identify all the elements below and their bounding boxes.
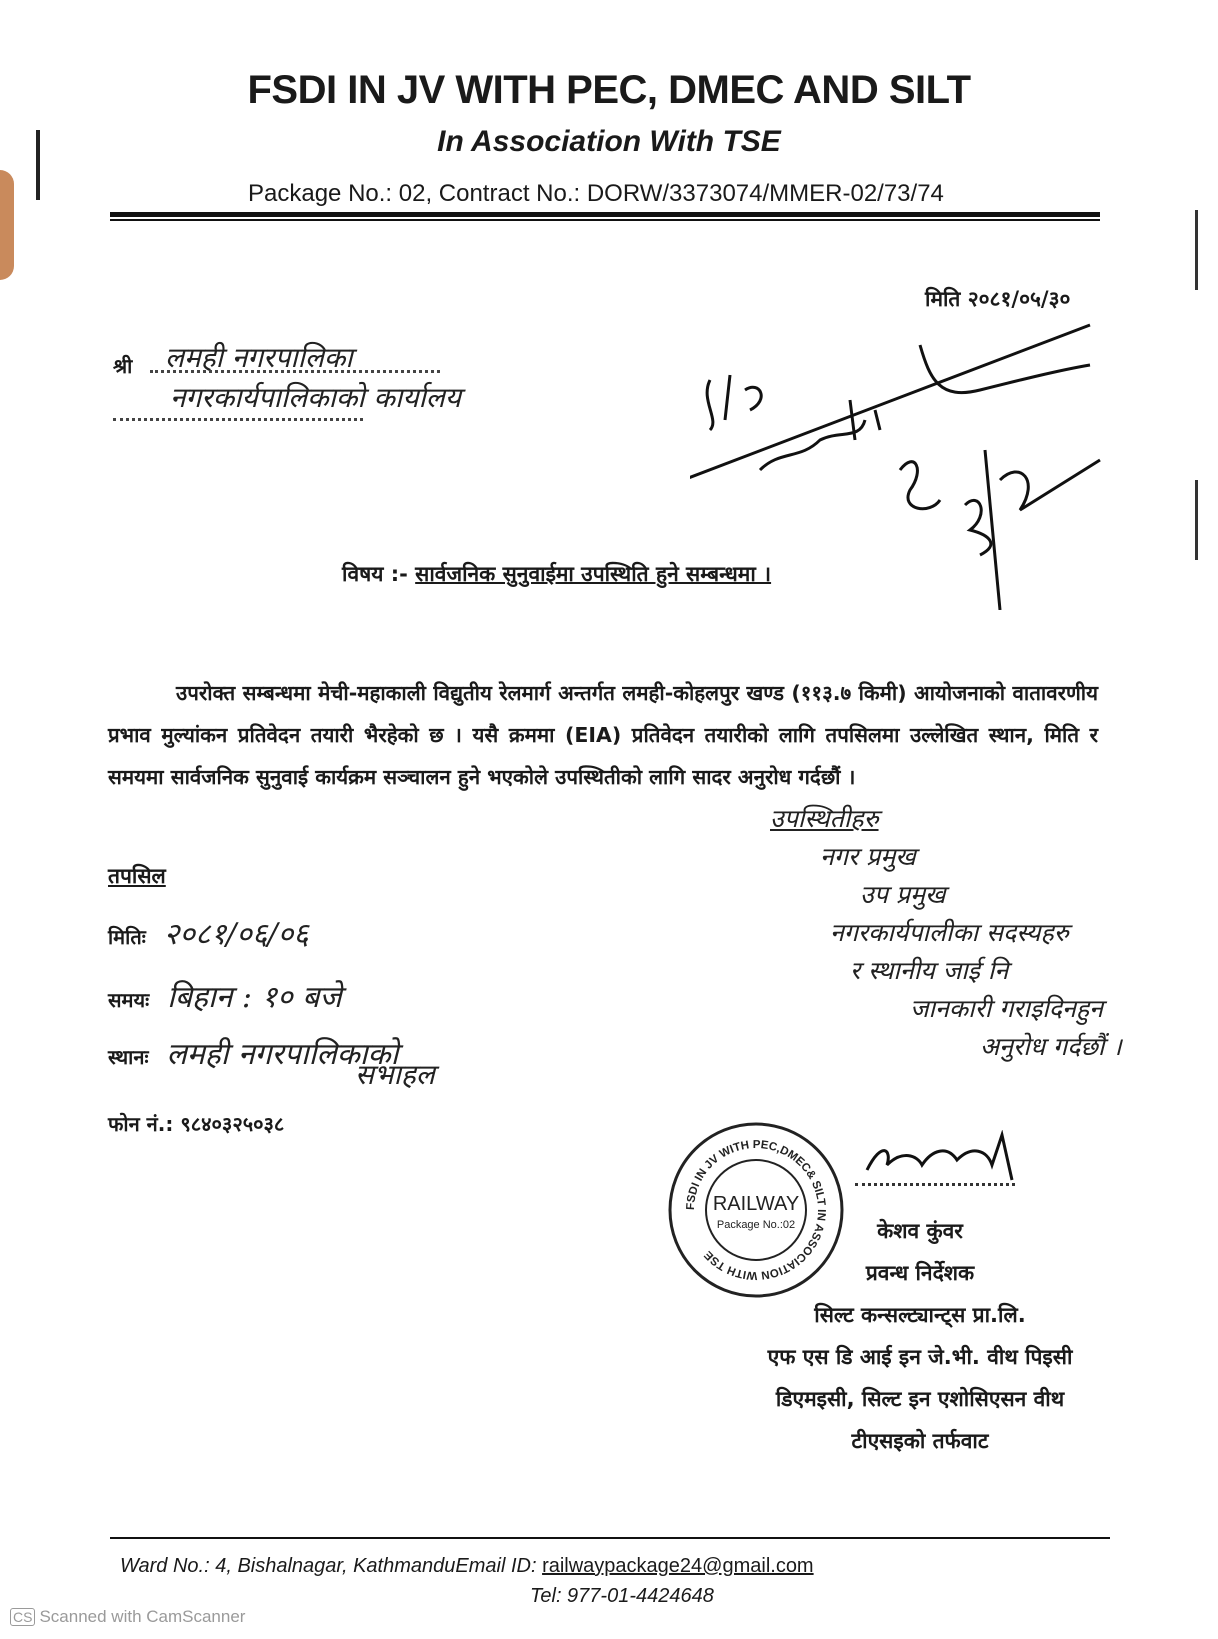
signatory-line: डिएमइसी, सिल्ट इन एशोसिएसन वीथ	[775, 1387, 1065, 1411]
detail-time-row	[108, 975, 342, 1016]
handwritten-signature	[862, 1130, 1032, 1190]
recipient-prefix: श्री	[113, 354, 133, 378]
side-note-line: अनुरोध गर्दछौं ।	[980, 1032, 1122, 1061]
page-edge-mark	[0, 170, 14, 280]
subject-label: विषय :-	[342, 562, 408, 586]
stamp-ring-text: FSDI IN JV WITH PEC,DMEC& SILT IN ASSOCIATION WITH TSE	[684, 1138, 828, 1282]
side-note-line: उपस्थितीहरु	[770, 804, 879, 833]
side-note-line: र स्थानीय जाई नि	[850, 956, 1009, 985]
footer-divider	[110, 1537, 1110, 1539]
recipient-line-2: नगरकार्यपालिकाको कार्यालय	[170, 381, 462, 414]
side-note-line: जानकारी गराइदिनहुन	[910, 994, 1104, 1023]
detail-place-label: स्थानः	[108, 1045, 149, 1069]
footer-email-link[interactable]: railwaypackage24@gmail.com	[542, 1555, 814, 1577]
phone-number: फोन नं.: ९८४०३२५०३८	[108, 1112, 285, 1136]
letterhead-title: FSDI IN JV WITH PEC, DMEC AND SILT	[247, 68, 971, 112]
detail-date-row	[108, 912, 309, 953]
signature-dotted-line	[855, 1183, 1015, 1186]
camscanner-logo-icon: CS	[10, 1608, 35, 1626]
detail-date-label: मितिः	[108, 925, 146, 949]
side-note-line: नगरकार्यपालीका सदस्यहरु	[830, 918, 1069, 947]
signatory-company: सिल्ट कन्सल्ट्यान्ट्स प्रा.लि.	[814, 1303, 1026, 1327]
signatory-line: एफ एस डि आई इन जे.भी. वीथ पिइसी	[767, 1345, 1073, 1369]
subject-line	[342, 560, 771, 588]
scanner-watermark	[10, 1607, 245, 1627]
recipient-line-1: लमही नगरपालिका	[165, 341, 353, 374]
signature-block	[700, 1210, 1140, 1462]
stamp-package-text: Package No.:02	[716, 1219, 796, 1231]
header-divider	[110, 212, 1100, 217]
details-heading: तपसिल	[108, 864, 166, 888]
signatory-title: प्रवन्ध निर्देशक	[865, 1261, 975, 1285]
dotted-line	[150, 370, 440, 373]
scanner-text: Scanned with CamScanner	[39, 1607, 246, 1626]
stamp-center-text: RAILWAY	[712, 1193, 800, 1215]
package-contract-line: Package No.: 02, Contract No.: DORW/3373074/MMER-02/73/74	[248, 180, 944, 207]
margin-mark	[1195, 210, 1198, 290]
detail-time-label: समयः	[108, 988, 150, 1012]
body-paragraph: उपरोक्त सम्बन्धमा मेची-महाकाली विद्युतीय रेलमार्ग अन्तर्गत लमही-कोहलपुर खण्ड (११३.७ किमी) आयोजनाको वातावरणीय प्रभाव मुल्यांकन प्रतिवेदन तयारी भैरहेको छ । यसै क्रममा (EIA) प्रतिवेदन तयारीको लागि तपसिलमा उल्लेखित स्थान, मिति र समयमा सार्वजनिक सुनुवाई कार्यक्रम सञ्चालन हुने भएकोले उपस्थितीको लागि सादर अनुरोध गर्दछौं ।	[108, 681, 1098, 789]
detail-place-value: लमही नगरपालिकाको	[166, 1037, 399, 1072]
side-note-line: उप प्रमुख	[860, 880, 946, 909]
header-divider	[110, 219, 1100, 221]
subject-text: सार्वजनिक सुनुवाईमा उपस्थिति हुने सम्बन्धमा ।	[415, 562, 772, 586]
signatory-line: टीएसइको तर्फवाट	[851, 1429, 989, 1453]
detail-time-value: बिहान : १० बजे	[167, 980, 342, 1015]
signatory-name: केशव कुंवर	[877, 1219, 963, 1243]
footer-telephone: Tel: 977-01-4424648	[530, 1585, 714, 1607]
detail-date-value: २०८१/०६/०६	[163, 917, 309, 952]
side-note-line: नगर प्रमुख	[820, 842, 916, 871]
letterhead-subtitle: In Association With TSE	[437, 125, 781, 158]
footer-address-text: Ward No.: 4, Bishalnagar, KathmanduEmail ID:	[120, 1555, 543, 1577]
letter-date: मिति २०८१/०५/३०	[925, 287, 1071, 311]
footer-address	[120, 1555, 814, 1578]
detail-place-value-line-2: सभाहल	[355, 1058, 435, 1091]
margin-mark	[1195, 480, 1198, 560]
handwritten-side-notes	[770, 800, 1200, 1066]
dotted-line	[113, 418, 363, 421]
